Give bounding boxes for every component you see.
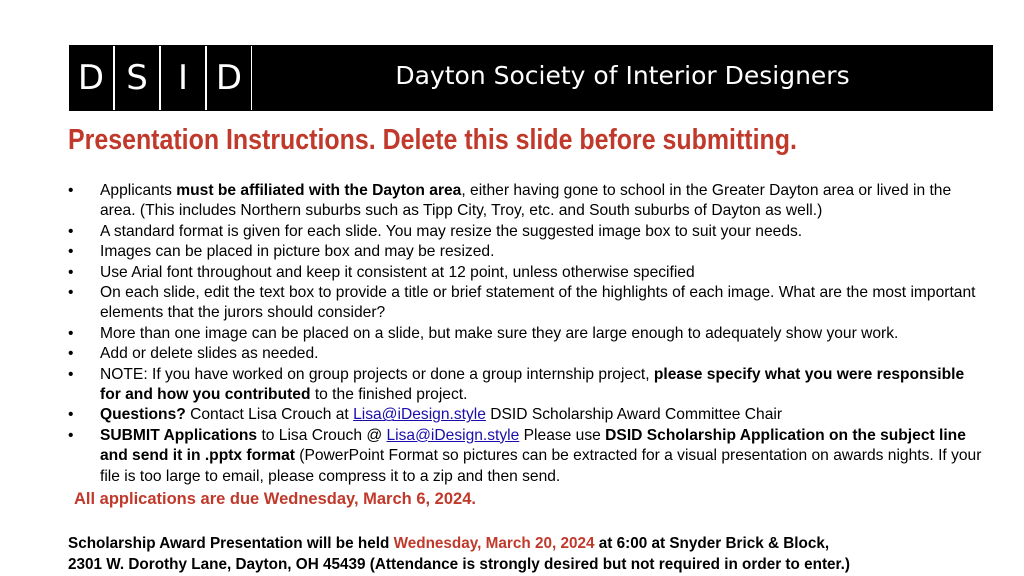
bullet-icon: • xyxy=(68,324,74,342)
contact-email-link[interactable]: Lisa@iDesign.style xyxy=(353,406,486,424)
bullet-icon: • xyxy=(68,406,74,424)
list-item xyxy=(68,324,988,344)
ceremony-details xyxy=(68,534,1018,575)
item-text: A standard format is given for each slide. You may resize the suggested image box to suit your needs. xyxy=(100,222,803,240)
item-text: Add or delete slides as needed. xyxy=(100,345,319,363)
list-item xyxy=(68,263,988,283)
item-text: to the finished project. xyxy=(310,386,468,404)
item-text: (PowerPoint Format so pictures can be extracted for a visual presentation on awards nights. If your file is too large to email, please compress it to a zip and then send. xyxy=(100,447,982,485)
logo-letter-d1: D xyxy=(69,46,114,110)
item-text: Use Arial font throughout and keep it consistent at 12 point, unless otherwise specified xyxy=(100,263,695,281)
item-text: Applicants xyxy=(100,182,177,199)
bullet-icon: • xyxy=(68,426,74,444)
item-text: Images can be placed in picture box and may be resized. xyxy=(100,243,495,261)
ceremony-date: Wednesday, March 20, 2024 xyxy=(393,535,595,552)
bullet-icon: • xyxy=(68,182,74,199)
item-emphasis: Questions? xyxy=(100,406,186,424)
list-item xyxy=(68,426,988,487)
list-item xyxy=(68,344,988,364)
logo-letter-d2: D xyxy=(206,46,252,110)
list-item xyxy=(68,283,988,324)
list-item xyxy=(68,365,988,406)
item-emphasis: SUBMIT Applications xyxy=(100,426,258,444)
list-item xyxy=(68,181,988,222)
item-text: On each slide, edit the text box to provide a title or brief statement of the highlights of each image. What are the most important elements that the jurors should consider? xyxy=(100,284,976,322)
item-emphasis: must be affiliated with the Dayton area xyxy=(176,182,462,199)
bullet-icon: • xyxy=(68,222,74,240)
submit-email-link[interactable]: Lisa@iDesign.style xyxy=(386,426,520,444)
bullet-icon: • xyxy=(68,263,74,281)
item-text: Please use xyxy=(519,426,606,444)
ceremony-text: at 6:00 at Snyder Brick & Block, xyxy=(594,535,830,552)
org-name: Dayton Society of Interior Designers xyxy=(395,60,850,90)
ceremony-text: Scholarship Award Presentation will be held xyxy=(68,535,394,552)
logo-letter-i: I xyxy=(160,46,206,110)
bullet-icon: • xyxy=(68,284,74,302)
bullet-icon: • xyxy=(68,243,74,261)
list-item xyxy=(68,222,988,242)
ceremony-address: 2301 W. Dorothy Lane, Dayton, OH 45439 (Attendance is strongly desired but not required in order to enter.) xyxy=(68,555,850,573)
bullet-icon: • xyxy=(68,345,74,363)
bullet-icon: • xyxy=(68,365,74,383)
instruction-list xyxy=(68,181,988,487)
item-emphasis: DSID Scholarship Application on the subject line and send it in .pptx format xyxy=(100,426,966,465)
item-emphasis: please specify what you were responsible for and how you contributed xyxy=(100,365,965,404)
item-text: DSID Scholarship Award Committee Chair xyxy=(485,406,783,424)
item-text: NOTE: If you have worked on group projects or done a group internship project, xyxy=(100,365,654,383)
list-item xyxy=(68,405,988,425)
list-item xyxy=(68,242,988,262)
logo-letter-s: S xyxy=(114,46,160,110)
item-text: Contact Lisa Crouch at xyxy=(185,406,354,424)
item-text: to Lisa Crouch @ xyxy=(257,426,387,444)
page-title: Presentation Instructions. Delete this slide before submitting. xyxy=(68,124,797,156)
item-text: , either having gone to school in the Greater Dayton area or lived in the area. (This includes Northern suburbs such as Tipp City, Troy, etc. and South suburbs of Dayton as well.) xyxy=(100,182,952,220)
item-text: More than one image can be placed on a slide, but make sure they are large enough to adequately show your work. xyxy=(100,324,899,342)
deadline-notice: All applications are due Wednesday, March 6, 2024. xyxy=(74,490,476,508)
header-banner xyxy=(69,45,993,111)
